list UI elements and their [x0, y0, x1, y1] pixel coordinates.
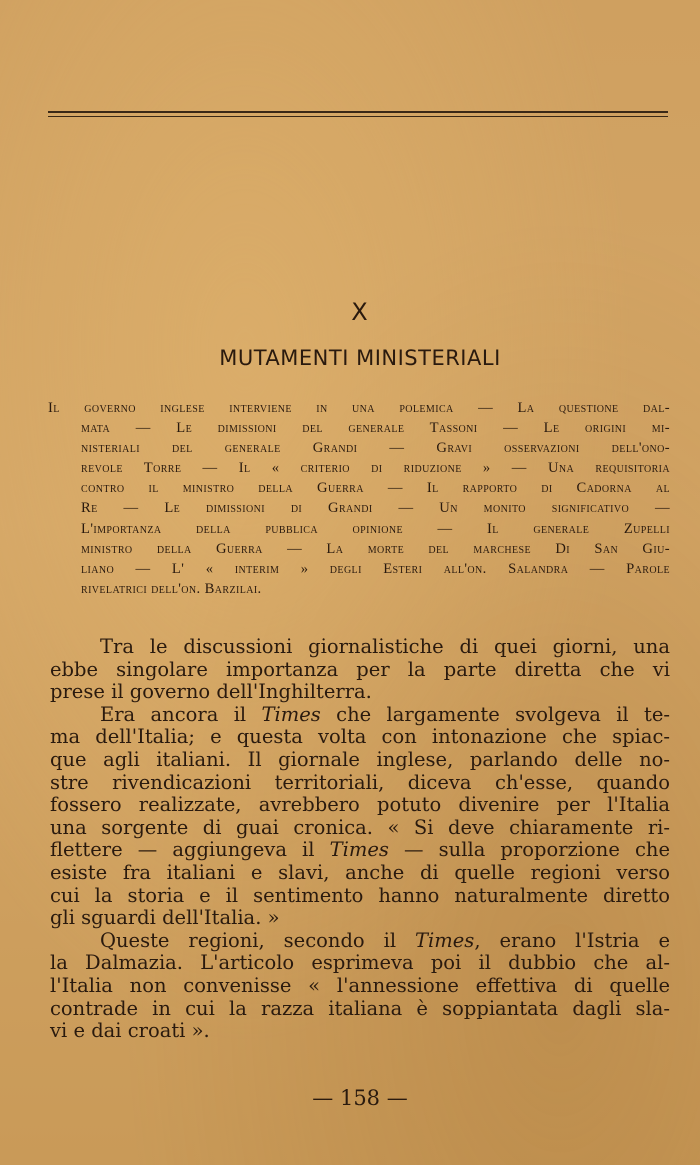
- body-line: una sorgente di guai cronica. « Si deve chiaramente ri-: [50, 815, 670, 839]
- summary-line: Re — Le dimissioni di Grandi — Un monito significativo —: [81, 500, 670, 517]
- summary-line: L'importanza della pubblica opinione — Il generale Zupelli: [81, 520, 670, 537]
- body-line: l'Italia non convenisse « l'annessione effettiva di quelle: [50, 973, 670, 997]
- summary-line: rivelatrici dell'on. Barzilai.: [81, 580, 262, 597]
- body-line: prese il governo dell'Inghilterra.: [50, 680, 372, 704]
- body-line: Era ancora il Times che largamente svolgeva il te-: [100, 702, 670, 726]
- summary-line: nisteriali del generale Grandi — Gravi osservazioni dell'ono-: [81, 440, 670, 457]
- body-line: Queste regioni, secondo il Times, erano l'Istria e: [100, 928, 670, 952]
- summary-line: Il governo inglese interviene in una polemica — La questione dal-: [48, 400, 670, 416]
- body-line: contrade in cui la razza italiana è soppiantata dagli sla-: [50, 996, 670, 1020]
- body-line: cui la storia e il sentimento hanno naturalmente diretto: [50, 883, 670, 907]
- chapter-title: MUTAMENTI MINISTERIALI: [219, 346, 501, 370]
- body-text: [50, 636, 670, 1043]
- newspaper-title: Times: [261, 702, 321, 726]
- body-line: ebbe singolare importanza per la parte diretta che vi: [50, 657, 670, 681]
- newspaper-title: Times: [329, 838, 389, 862]
- body-line: gli sguardi dell'Italia. »: [50, 906, 280, 930]
- body-line: Tra le discussioni giornalistiche di quei giorni, una: [100, 635, 670, 658]
- newspaper-title: Times: [415, 928, 475, 952]
- summary-line: contro il ministro della Guerra — Il rapporto di Cadorna al: [81, 480, 670, 497]
- summary-line: liano — L' « interim » degli Esteri all'on. Salandra — Parole: [81, 560, 670, 577]
- page-number: — 158 —: [312, 1086, 408, 1110]
- body-line: stre rivendicazioni territoriali, diceva ch'esse, quando: [50, 770, 670, 794]
- body-line: fossero realizzate, avrebbero potuto divenire per l'Italia: [50, 793, 670, 817]
- summary-line: ministro della Guerra — La morte del marchese Di San Giu-: [81, 540, 670, 557]
- body-line: vi e dai croati ».: [50, 1019, 210, 1043]
- body-line: esiste fra italiani e slavi, anche di quelle regioni verso: [50, 860, 670, 884]
- body-line: ma dell'Italia; e questa volta con intonazione che spiac-: [50, 725, 670, 749]
- top-rule-thick: [48, 111, 668, 113]
- summary-line: revole Torre — Il « criterio di riduzione » — Una requisitoria: [81, 460, 670, 477]
- summary-line: mata — Le dimissioni del generale Tassoni — Le origini mi-: [81, 420, 670, 437]
- body-line: que agli italiani. Il giornale inglese, parlando delle no-: [50, 747, 670, 771]
- top-rule-thin: [48, 116, 668, 117]
- chapter-summary: [48, 398, 670, 599]
- body-line: la Dalmazia. L'articolo esprimeva poi il dubbio che al-: [50, 951, 670, 975]
- chapter-number: X: [351, 298, 369, 326]
- body-line: flettere — aggiungeva il Times — sulla proporzione che: [50, 838, 671, 862]
